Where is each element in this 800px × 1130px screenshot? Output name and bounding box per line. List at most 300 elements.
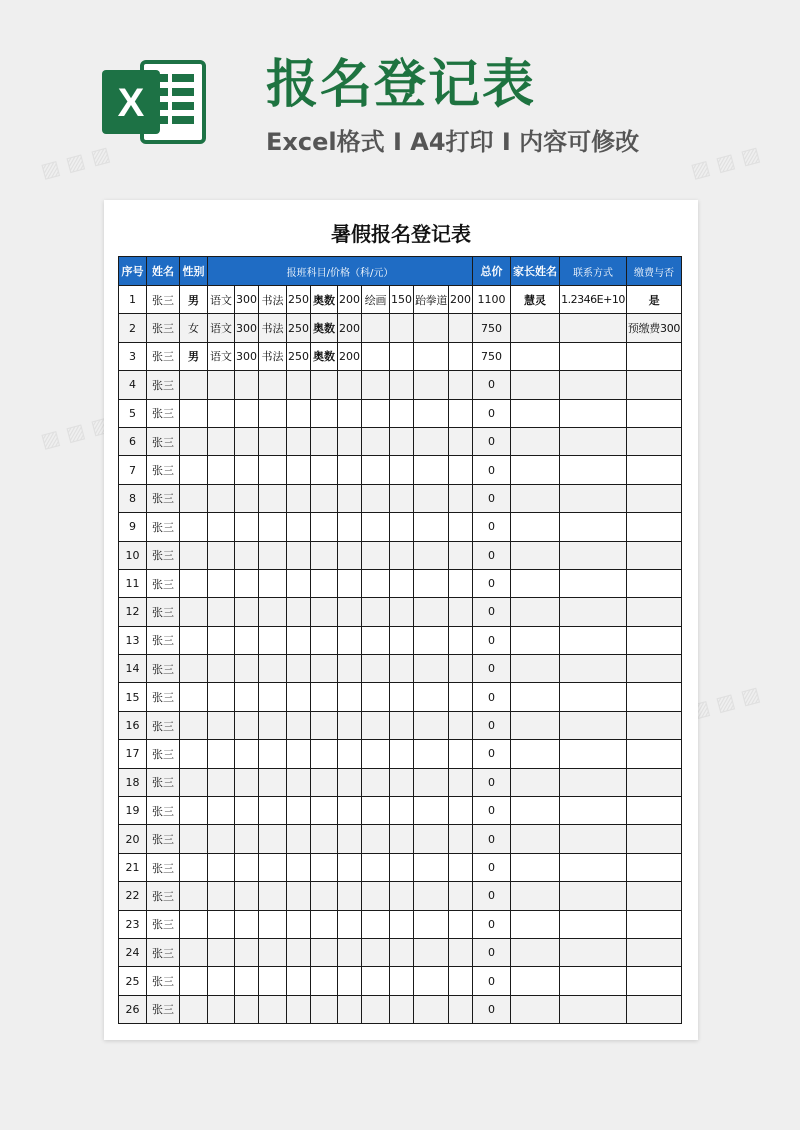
- cell-price-3[interactable]: [338, 995, 362, 1023]
- cell-course-4[interactable]: [362, 342, 390, 370]
- cell-name[interactable]: 张三: [147, 740, 180, 768]
- cell-parent[interactable]: [511, 740, 560, 768]
- cell-course-3[interactable]: [311, 853, 338, 881]
- cell-gender[interactable]: [180, 882, 208, 910]
- cell-name[interactable]: 张三: [147, 882, 180, 910]
- cell-course-3[interactable]: [311, 569, 338, 597]
- cell-contact[interactable]: [560, 910, 627, 938]
- cell-contact[interactable]: [560, 825, 627, 853]
- cell-price-1[interactable]: [235, 598, 259, 626]
- cell-course-4[interactable]: [362, 456, 390, 484]
- cell-course-5[interactable]: [414, 655, 449, 683]
- cell-gender[interactable]: [180, 995, 208, 1023]
- cell-course-1[interactable]: [208, 825, 235, 853]
- cell-no[interactable]: 7: [119, 456, 147, 484]
- cell-price-4[interactable]: [390, 683, 414, 711]
- cell-no[interactable]: 15: [119, 683, 147, 711]
- cell-gender[interactable]: [180, 371, 208, 399]
- cell-price-3[interactable]: [338, 427, 362, 455]
- cell-gender[interactable]: [180, 484, 208, 512]
- cell-price-1[interactable]: [235, 484, 259, 512]
- cell-course-1[interactable]: [208, 484, 235, 512]
- cell-price-2[interactable]: [287, 825, 311, 853]
- cell-course-5[interactable]: [414, 342, 449, 370]
- cell-course-3[interactable]: [311, 882, 338, 910]
- cell-price-3[interactable]: [338, 910, 362, 938]
- cell-course-4[interactable]: [362, 938, 390, 966]
- cell-course-4[interactable]: [362, 910, 390, 938]
- cell-total[interactable]: 0: [473, 541, 511, 569]
- cell-no[interactable]: 4: [119, 371, 147, 399]
- cell-contact[interactable]: [560, 342, 627, 370]
- cell-price-2[interactable]: [287, 768, 311, 796]
- cell-price-2[interactable]: [287, 655, 311, 683]
- cell-price-5[interactable]: [449, 655, 473, 683]
- cell-course-3[interactable]: [311, 456, 338, 484]
- cell-price-4[interactable]: [390, 342, 414, 370]
- cell-price-1[interactable]: [235, 967, 259, 995]
- cell-course-1[interactable]: [208, 967, 235, 995]
- cell-course-1[interactable]: [208, 626, 235, 654]
- cell-total[interactable]: 0: [473, 967, 511, 995]
- cell-contact[interactable]: [560, 853, 627, 881]
- cell-course-3[interactable]: [311, 995, 338, 1023]
- cell-name[interactable]: 张三: [147, 711, 180, 739]
- cell-total[interactable]: 0: [473, 853, 511, 881]
- cell-name[interactable]: 张三: [147, 484, 180, 512]
- cell-course-5[interactable]: 跆拳道: [414, 286, 449, 314]
- cell-course-3[interactable]: [311, 598, 338, 626]
- cell-course-4[interactable]: [362, 427, 390, 455]
- cell-price-5[interactable]: [449, 768, 473, 796]
- cell-name[interactable]: 张三: [147, 513, 180, 541]
- cell-name[interactable]: 张三: [147, 427, 180, 455]
- cell-paid[interactable]: [627, 399, 682, 427]
- cell-total[interactable]: 1100: [473, 286, 511, 314]
- cell-total[interactable]: 0: [473, 371, 511, 399]
- cell-gender[interactable]: [180, 598, 208, 626]
- cell-contact[interactable]: [560, 399, 627, 427]
- cell-course-1[interactable]: [208, 768, 235, 796]
- cell-price-4[interactable]: [390, 626, 414, 654]
- cell-paid[interactable]: [627, 626, 682, 654]
- cell-contact[interactable]: 1.2346E+10: [560, 286, 627, 314]
- cell-course-3[interactable]: [311, 541, 338, 569]
- cell-total[interactable]: 0: [473, 569, 511, 597]
- cell-total[interactable]: 0: [473, 882, 511, 910]
- cell-course-5[interactable]: [414, 427, 449, 455]
- cell-course-5[interactable]: [414, 995, 449, 1023]
- cell-course-3[interactable]: 奥数: [311, 314, 338, 342]
- cell-gender[interactable]: [180, 797, 208, 825]
- cell-gender[interactable]: 男: [180, 286, 208, 314]
- cell-parent[interactable]: [511, 910, 560, 938]
- cell-course-1[interactable]: 语文: [208, 286, 235, 314]
- cell-course-5[interactable]: [414, 740, 449, 768]
- cell-total[interactable]: 0: [473, 513, 511, 541]
- cell-course-2[interactable]: [259, 371, 287, 399]
- cell-price-3[interactable]: [338, 513, 362, 541]
- cell-gender[interactable]: [180, 541, 208, 569]
- cell-price-2[interactable]: [287, 882, 311, 910]
- cell-parent[interactable]: [511, 683, 560, 711]
- cell-price-2[interactable]: [287, 484, 311, 512]
- cell-price-2[interactable]: [287, 626, 311, 654]
- cell-course-2[interactable]: [259, 882, 287, 910]
- cell-course-4[interactable]: [362, 541, 390, 569]
- cell-course-5[interactable]: [414, 456, 449, 484]
- cell-price-5[interactable]: [449, 456, 473, 484]
- cell-course-2[interactable]: 书法: [259, 342, 287, 370]
- cell-course-2[interactable]: [259, 740, 287, 768]
- cell-course-4[interactable]: [362, 655, 390, 683]
- cell-course-4[interactable]: [362, 995, 390, 1023]
- cell-course-3[interactable]: [311, 825, 338, 853]
- cell-price-5[interactable]: [449, 598, 473, 626]
- cell-no[interactable]: 18: [119, 768, 147, 796]
- cell-paid[interactable]: [627, 683, 682, 711]
- cell-name[interactable]: 张三: [147, 569, 180, 597]
- cell-paid[interactable]: [627, 853, 682, 881]
- cell-course-2[interactable]: [259, 399, 287, 427]
- cell-price-5[interactable]: [449, 825, 473, 853]
- cell-price-3[interactable]: 200: [338, 342, 362, 370]
- cell-contact[interactable]: [560, 456, 627, 484]
- cell-course-2[interactable]: [259, 513, 287, 541]
- cell-price-3[interactable]: [338, 569, 362, 597]
- cell-course-5[interactable]: [414, 314, 449, 342]
- cell-price-1[interactable]: [235, 938, 259, 966]
- cell-parent[interactable]: [511, 797, 560, 825]
- cell-price-2[interactable]: [287, 683, 311, 711]
- cell-paid[interactable]: 预缴费300: [627, 314, 682, 342]
- cell-course-2[interactable]: [259, 427, 287, 455]
- cell-total[interactable]: 0: [473, 484, 511, 512]
- cell-paid[interactable]: [627, 598, 682, 626]
- cell-total[interactable]: 0: [473, 456, 511, 484]
- cell-course-1[interactable]: [208, 569, 235, 597]
- cell-course-3[interactable]: [311, 399, 338, 427]
- cell-contact[interactable]: [560, 967, 627, 995]
- cell-course-2[interactable]: [259, 598, 287, 626]
- cell-price-5[interactable]: [449, 995, 473, 1023]
- cell-course-2[interactable]: 书法: [259, 314, 287, 342]
- cell-gender[interactable]: [180, 910, 208, 938]
- cell-course-4[interactable]: [362, 513, 390, 541]
- cell-total[interactable]: 0: [473, 598, 511, 626]
- cell-price-1[interactable]: [235, 825, 259, 853]
- cell-course-2[interactable]: [259, 626, 287, 654]
- cell-course-4[interactable]: [362, 825, 390, 853]
- cell-price-4[interactable]: [390, 882, 414, 910]
- cell-price-3[interactable]: [338, 399, 362, 427]
- cell-paid[interactable]: [627, 797, 682, 825]
- cell-price-3[interactable]: [338, 768, 362, 796]
- cell-course-5[interactable]: [414, 938, 449, 966]
- cell-course-4[interactable]: [362, 598, 390, 626]
- cell-gender[interactable]: [180, 655, 208, 683]
- cell-name[interactable]: 张三: [147, 655, 180, 683]
- cell-price-2[interactable]: [287, 513, 311, 541]
- cell-paid[interactable]: [627, 342, 682, 370]
- cell-contact[interactable]: [560, 569, 627, 597]
- cell-parent[interactable]: [511, 342, 560, 370]
- cell-parent[interactable]: [511, 314, 560, 342]
- cell-gender[interactable]: [180, 626, 208, 654]
- cell-course-2[interactable]: [259, 569, 287, 597]
- cell-paid[interactable]: [627, 711, 682, 739]
- cell-price-5[interactable]: [449, 853, 473, 881]
- cell-no[interactable]: 23: [119, 910, 147, 938]
- cell-course-4[interactable]: [362, 740, 390, 768]
- cell-course-4[interactable]: [362, 882, 390, 910]
- cell-course-1[interactable]: 语文: [208, 314, 235, 342]
- cell-contact[interactable]: [560, 995, 627, 1023]
- cell-price-1[interactable]: [235, 371, 259, 399]
- cell-course-3[interactable]: [311, 655, 338, 683]
- cell-total[interactable]: 0: [473, 683, 511, 711]
- cell-price-4[interactable]: [390, 910, 414, 938]
- cell-course-2[interactable]: [259, 995, 287, 1023]
- cell-gender[interactable]: [180, 513, 208, 541]
- cell-course-1[interactable]: [208, 598, 235, 626]
- cell-price-3[interactable]: [338, 711, 362, 739]
- cell-parent[interactable]: [511, 853, 560, 881]
- cell-paid[interactable]: [627, 882, 682, 910]
- cell-gender[interactable]: 女: [180, 314, 208, 342]
- cell-course-1[interactable]: [208, 910, 235, 938]
- cell-price-3[interactable]: [338, 938, 362, 966]
- cell-price-2[interactable]: [287, 995, 311, 1023]
- cell-price-3[interactable]: 200: [338, 286, 362, 314]
- cell-parent[interactable]: [511, 938, 560, 966]
- cell-course-4[interactable]: [362, 853, 390, 881]
- cell-no[interactable]: 19: [119, 797, 147, 825]
- cell-parent[interactable]: [511, 655, 560, 683]
- cell-name[interactable]: 张三: [147, 853, 180, 881]
- cell-paid[interactable]: [627, 825, 682, 853]
- cell-course-1[interactable]: [208, 427, 235, 455]
- cell-course-2[interactable]: [259, 711, 287, 739]
- cell-price-5[interactable]: [449, 513, 473, 541]
- cell-price-4[interactable]: [390, 513, 414, 541]
- cell-price-4[interactable]: [390, 938, 414, 966]
- cell-price-5[interactable]: [449, 711, 473, 739]
- cell-no[interactable]: 1: [119, 286, 147, 314]
- cell-course-3[interactable]: 奥数: [311, 286, 338, 314]
- cell-parent[interactable]: [511, 711, 560, 739]
- cell-name[interactable]: 张三: [147, 683, 180, 711]
- cell-course-2[interactable]: [259, 938, 287, 966]
- cell-price-5[interactable]: [449, 427, 473, 455]
- cell-course-5[interactable]: [414, 598, 449, 626]
- cell-price-3[interactable]: [338, 882, 362, 910]
- cell-total[interactable]: 0: [473, 995, 511, 1023]
- cell-course-3[interactable]: [311, 513, 338, 541]
- cell-name[interactable]: 张三: [147, 995, 180, 1023]
- cell-price-4[interactable]: [390, 427, 414, 455]
- cell-course-4[interactable]: [362, 967, 390, 995]
- cell-no[interactable]: 2: [119, 314, 147, 342]
- cell-course-4[interactable]: [362, 683, 390, 711]
- cell-price-1[interactable]: 300: [235, 342, 259, 370]
- cell-course-4[interactable]: [362, 569, 390, 597]
- cell-price-3[interactable]: [338, 456, 362, 484]
- cell-total[interactable]: 0: [473, 427, 511, 455]
- cell-price-5[interactable]: [449, 399, 473, 427]
- cell-parent[interactable]: 慧灵: [511, 286, 560, 314]
- cell-no[interactable]: 25: [119, 967, 147, 995]
- cell-name[interactable]: 张三: [147, 456, 180, 484]
- cell-price-1[interactable]: [235, 740, 259, 768]
- cell-price-2[interactable]: [287, 569, 311, 597]
- cell-price-3[interactable]: [338, 541, 362, 569]
- cell-course-5[interactable]: [414, 711, 449, 739]
- cell-price-4[interactable]: [390, 399, 414, 427]
- cell-course-1[interactable]: [208, 683, 235, 711]
- cell-price-2[interactable]: [287, 371, 311, 399]
- cell-paid[interactable]: 是: [627, 286, 682, 314]
- cell-name[interactable]: 张三: [147, 797, 180, 825]
- cell-name[interactable]: 张三: [147, 598, 180, 626]
- cell-price-4[interactable]: [390, 967, 414, 995]
- cell-total[interactable]: 0: [473, 910, 511, 938]
- cell-total[interactable]: 0: [473, 711, 511, 739]
- cell-gender[interactable]: [180, 569, 208, 597]
- cell-course-2[interactable]: [259, 456, 287, 484]
- cell-contact[interactable]: [560, 513, 627, 541]
- cell-gender[interactable]: [180, 938, 208, 966]
- cell-course-3[interactable]: [311, 768, 338, 796]
- cell-course-3[interactable]: [311, 683, 338, 711]
- cell-contact[interactable]: [560, 314, 627, 342]
- cell-price-4[interactable]: [390, 541, 414, 569]
- cell-no[interactable]: 17: [119, 740, 147, 768]
- cell-course-1[interactable]: [208, 655, 235, 683]
- cell-no[interactable]: 12: [119, 598, 147, 626]
- cell-price-4[interactable]: [390, 371, 414, 399]
- cell-course-5[interactable]: [414, 399, 449, 427]
- cell-price-5[interactable]: [449, 797, 473, 825]
- cell-course-2[interactable]: [259, 853, 287, 881]
- cell-course-5[interactable]: [414, 910, 449, 938]
- cell-contact[interactable]: [560, 683, 627, 711]
- cell-course-1[interactable]: [208, 938, 235, 966]
- cell-total[interactable]: 0: [473, 825, 511, 853]
- cell-paid[interactable]: [627, 456, 682, 484]
- cell-course-5[interactable]: [414, 371, 449, 399]
- cell-name[interactable]: 张三: [147, 825, 180, 853]
- cell-price-2[interactable]: [287, 456, 311, 484]
- cell-paid[interactable]: [627, 569, 682, 597]
- cell-price-1[interactable]: [235, 399, 259, 427]
- cell-no[interactable]: 6: [119, 427, 147, 455]
- cell-course-2[interactable]: [259, 541, 287, 569]
- cell-course-2[interactable]: [259, 797, 287, 825]
- cell-total[interactable]: 0: [473, 797, 511, 825]
- cell-price-3[interactable]: [338, 626, 362, 654]
- cell-price-5[interactable]: [449, 938, 473, 966]
- cell-parent[interactable]: [511, 427, 560, 455]
- cell-gender[interactable]: 男: [180, 342, 208, 370]
- cell-course-1[interactable]: [208, 853, 235, 881]
- cell-total[interactable]: 750: [473, 342, 511, 370]
- cell-course-5[interactable]: [414, 569, 449, 597]
- cell-price-1[interactable]: [235, 427, 259, 455]
- cell-parent[interactable]: [511, 626, 560, 654]
- cell-price-5[interactable]: [449, 569, 473, 597]
- cell-course-1[interactable]: [208, 882, 235, 910]
- cell-price-2[interactable]: [287, 427, 311, 455]
- cell-contact[interactable]: [560, 938, 627, 966]
- cell-parent[interactable]: [511, 484, 560, 512]
- cell-name[interactable]: 张三: [147, 768, 180, 796]
- cell-price-5[interactable]: 200: [449, 286, 473, 314]
- cell-course-4[interactable]: [362, 314, 390, 342]
- cell-price-3[interactable]: [338, 484, 362, 512]
- cell-price-4[interactable]: [390, 797, 414, 825]
- cell-price-5[interactable]: [449, 626, 473, 654]
- cell-contact[interactable]: [560, 371, 627, 399]
- cell-course-1[interactable]: [208, 513, 235, 541]
- cell-contact[interactable]: [560, 740, 627, 768]
- cell-price-5[interactable]: [449, 740, 473, 768]
- cell-price-1[interactable]: [235, 569, 259, 597]
- cell-price-4[interactable]: 150: [390, 286, 414, 314]
- cell-no[interactable]: 20: [119, 825, 147, 853]
- cell-price-4[interactable]: [390, 740, 414, 768]
- cell-course-2[interactable]: [259, 655, 287, 683]
- cell-price-3[interactable]: [338, 853, 362, 881]
- cell-course-5[interactable]: [414, 967, 449, 995]
- cell-price-1[interactable]: [235, 711, 259, 739]
- cell-paid[interactable]: [627, 938, 682, 966]
- cell-course-5[interactable]: [414, 484, 449, 512]
- cell-price-5[interactable]: [449, 342, 473, 370]
- cell-price-4[interactable]: [390, 655, 414, 683]
- cell-course-4[interactable]: [362, 399, 390, 427]
- cell-course-4[interactable]: [362, 768, 390, 796]
- cell-price-1[interactable]: [235, 910, 259, 938]
- cell-price-1[interactable]: [235, 768, 259, 796]
- cell-price-2[interactable]: [287, 910, 311, 938]
- cell-gender[interactable]: [180, 427, 208, 455]
- cell-no[interactable]: 10: [119, 541, 147, 569]
- cell-course-5[interactable]: [414, 683, 449, 711]
- cell-price-1[interactable]: [235, 655, 259, 683]
- cell-course-2[interactable]: [259, 484, 287, 512]
- cell-course-5[interactable]: [414, 853, 449, 881]
- cell-price-3[interactable]: [338, 740, 362, 768]
- cell-no[interactable]: 24: [119, 938, 147, 966]
- cell-course-1[interactable]: 语文: [208, 342, 235, 370]
- cell-price-1[interactable]: [235, 797, 259, 825]
- cell-no[interactable]: 5: [119, 399, 147, 427]
- cell-total[interactable]: 0: [473, 768, 511, 796]
- cell-price-4[interactable]: [390, 314, 414, 342]
- cell-paid[interactable]: [627, 740, 682, 768]
- cell-name[interactable]: 张三: [147, 938, 180, 966]
- cell-course-1[interactable]: [208, 711, 235, 739]
- cell-paid[interactable]: [627, 513, 682, 541]
- cell-course-4[interactable]: [362, 371, 390, 399]
- cell-no[interactable]: 16: [119, 711, 147, 739]
- cell-course-5[interactable]: [414, 513, 449, 541]
- cell-course-2[interactable]: [259, 825, 287, 853]
- cell-total[interactable]: 0: [473, 399, 511, 427]
- cell-price-3[interactable]: [338, 598, 362, 626]
- cell-price-5[interactable]: [449, 683, 473, 711]
